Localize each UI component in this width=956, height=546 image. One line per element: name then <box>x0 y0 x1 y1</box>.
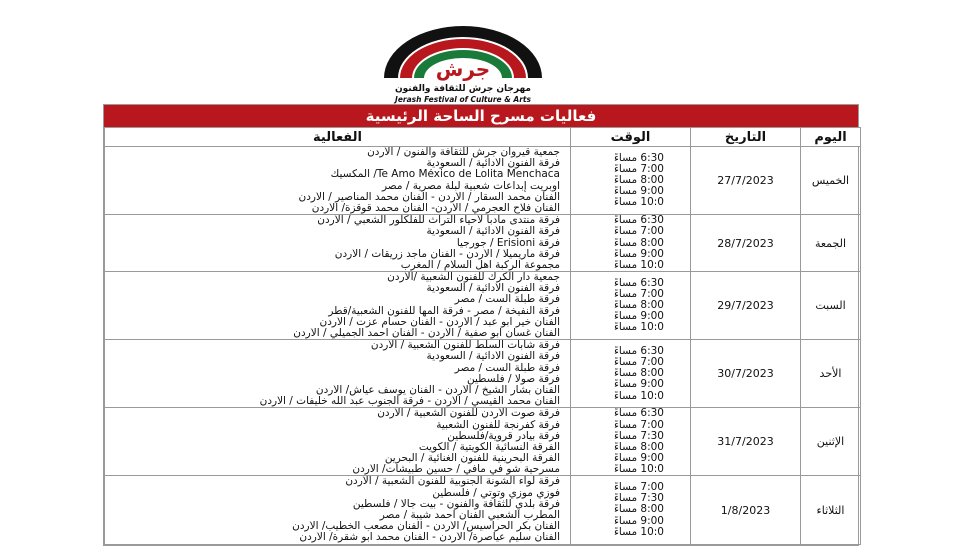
time-slot: 7:00 مساءً <box>613 163 664 175</box>
time-slot: 8:00 مساءً <box>613 300 664 312</box>
time-slot: 6:30 مساءً <box>613 152 664 164</box>
time-slot: 6:30 مساءً <box>613 277 664 289</box>
time-slot: 10:0 مساءً <box>613 526 664 538</box>
header-time: الوقت <box>571 128 691 147</box>
event-item: Te Amo México de Lolita Menchaca/ المكسيك <box>330 169 560 181</box>
event-item: الفنان فلاح العجرمي / الأردن- الفنان محمد قوقزة/ الأردن <box>311 202 560 214</box>
event-item: مسرحية شو في مافي / حسين طبيشات/ الأردن <box>352 464 560 476</box>
time-slot: 9:00 مساءً <box>613 453 664 465</box>
row-day: الأحد <box>801 340 861 408</box>
event-item: الفنان محمد القيسي / الأردن - فرقة الجنوب عبد الله خليفات / الأردن <box>259 396 560 408</box>
time-slot: 6:30 مساءً <box>613 408 664 420</box>
event-item: فرقة شابات السلط للفنون الشعبية / الأردن <box>370 340 560 352</box>
row-date: 27/7/2023 <box>691 147 801 215</box>
time-slot: 6:30 مساءً <box>613 345 664 357</box>
time-slot: 9:00 مساءً <box>613 311 664 323</box>
event-item: الفنان غسان أبو صفية / الأردن - الفنان أحمد الجميلي / الأردن <box>293 328 560 339</box>
time-slot: 10:0 مساءً <box>613 322 664 334</box>
event-item: فرقة صولا / فلسطين <box>467 373 560 385</box>
table-row <box>105 408 861 476</box>
festival-arch-emblem <box>378 18 548 84</box>
row-events <box>105 272 571 340</box>
time-slot: 7:00 مساءً <box>613 226 664 238</box>
event-item: فرقة طبلة الست / مصر <box>454 294 560 306</box>
time-slot: 8:00 مساءً <box>613 504 664 516</box>
header-date: التاريخ <box>691 128 801 147</box>
row-day: الإثنين <box>801 408 861 476</box>
event-item: جمعية قيروان جرش للثقافة والفنون / الأردن <box>367 147 560 158</box>
row-times <box>571 215 691 272</box>
row-day: الثلاثاء <box>801 476 861 544</box>
table-row <box>105 147 861 215</box>
time-slot: 10:0 مساءً <box>613 197 664 209</box>
event-item: فرقة بلدي للثقافة والفنون - بيت جالا / فلسطين <box>352 498 560 510</box>
row-times <box>571 476 691 544</box>
logo-mark-text: جرش <box>435 57 491 81</box>
table-row <box>105 476 861 544</box>
time-slot: 9:00 مساءً <box>613 515 664 527</box>
time-slot: 7:00 مساءً <box>613 482 664 494</box>
time-slot: 7:00 مساءً <box>613 288 664 300</box>
time-slot: 10:0 مساءً <box>613 390 664 402</box>
table-row <box>105 272 861 340</box>
event-item: فرقة بيادر قروية/فلسطين <box>447 430 560 442</box>
schedule-table-container <box>103 104 859 546</box>
header-event: الفعالية <box>105 128 571 147</box>
time-slot: 8:00 مساءً <box>613 237 664 249</box>
time-slot: 7:30 مساءً <box>613 493 664 505</box>
event-item: فوزي موزي وتوتي / فلسطين <box>432 487 560 499</box>
row-date: 1/8/2023 <box>691 476 801 544</box>
time-slot: 9:00 مساءً <box>613 186 664 198</box>
time-slot: 10:0 مساءً <box>613 464 664 476</box>
logo-arabic-name: مهرجان جرش للثقافة والفنون <box>394 84 532 94</box>
event-item: الفنان بكر الحراسيس/ الأردن - الفنان مصعب الخطيب/ الأردن <box>292 521 560 533</box>
table-header-row <box>105 128 861 147</box>
event-item: فرقة ماريميلا / الأردن - الفنان ماجد زريقات / الأردن <box>334 248 560 260</box>
row-times <box>571 340 691 408</box>
time-slot: 9:00 مساءً <box>613 379 664 391</box>
event-item: مجموعة الركبة أهل السلام / المغرب <box>400 259 560 271</box>
event-item: الفنان محمد السقار / الأردن - الفنان محمد المناصير / الأردن <box>298 191 560 203</box>
table-row <box>105 340 861 408</box>
logo-english-name: Jerash Festival of Culture & Arts <box>395 95 531 104</box>
row-day: الخميس <box>801 147 861 215</box>
time-slot: 9:00 مساءً <box>613 248 664 260</box>
event-item: فرقة الفنون الأدائية / السعودية <box>426 158 560 170</box>
event-item: أوبريت إبداعات شعبية لبلة مصرية / مصر <box>381 180 560 192</box>
event-item: فرقة الفنون الأدائية / السعودية <box>426 283 560 295</box>
event-item: فرقة طبلة الست / مصر <box>454 362 560 374</box>
header-day: اليوم <box>801 128 861 147</box>
festival-logo <box>378 18 548 102</box>
time-slot: 7:00 مساءً <box>613 419 664 431</box>
row-times <box>571 272 691 340</box>
time-slot: 8:00 مساءً <box>613 441 664 453</box>
event-item: فرقة النفيخة / مصر - فرقة المها للفنون الشعبية/قطر <box>328 305 560 317</box>
row-times <box>571 147 691 215</box>
row-events <box>105 408 571 476</box>
time-slot: 10:0 مساءً <box>613 259 664 271</box>
time-slot: 6:30 مساءً <box>613 215 664 227</box>
row-date: 28/7/2023 <box>691 215 801 272</box>
event-item: فرقة صوت الأردن للفنون الشعبية / الأردن <box>377 408 560 420</box>
row-events <box>105 215 571 272</box>
schedule-rows <box>105 147 861 545</box>
event-item: فرقة الفنون الأدائية / السعودية <box>426 226 560 238</box>
event-item: فرقة منتدى مادبا لأحياء التراث للفلكلور الشعبي / الأردن <box>317 215 560 227</box>
time-slot: 7:00 مساءً <box>613 356 664 368</box>
event-item: فرقة Erisioni / جورجيا <box>456 237 560 249</box>
schedule-table <box>104 127 861 545</box>
event-item: الفنان خير أبو عبد / الأردن - الفنان حسام عزت / الأردن <box>319 316 560 328</box>
event-item: الفرقة البحرينية للفنون الغنائية / البحرين <box>384 453 560 465</box>
row-date: 29/7/2023 <box>691 272 801 340</box>
event-item: الفنان بشار الشيخ / الأردن - الفنان يوسف عياش/ الأردن <box>315 384 560 396</box>
event-item: فرقة لواء الشونة الجنوبية للفنون الشعبية / الأردن <box>345 476 560 488</box>
time-slot: 7:30 مساءً <box>613 430 664 442</box>
schedule-banner-title: فعاليات مسرح الساحة الرئيسية <box>104 105 858 127</box>
time-slot: 8:00 مساءً <box>613 174 664 186</box>
event-item: فرقة الفنون الأدائية / السعودية <box>426 351 560 363</box>
event-item: المطرب الشعبي الفنان أحمد شيبة / مصر <box>379 510 560 521</box>
table-row <box>105 215 861 272</box>
row-date: 30/7/2023 <box>691 340 801 408</box>
event-item: الفرقة النسائية الكويتية / الكويت <box>418 441 560 453</box>
row-events <box>105 476 571 544</box>
event-item: فرقة كفرنجة للفنون الشعبية <box>436 419 560 431</box>
row-events <box>105 340 571 408</box>
time-slot: 8:00 مساءً <box>613 368 664 380</box>
row-day: الجمعة <box>801 215 861 272</box>
row-date: 31/7/2023 <box>691 408 801 476</box>
row-times <box>571 408 691 476</box>
row-day: السبت <box>801 272 861 340</box>
event-item: الفنان سليم عياصرة/ الأردن - الفنان محمد أبو شقرة/ الأردن <box>299 532 560 544</box>
row-events <box>105 147 571 215</box>
event-item: جمعية دار الكرك للفنون الشعبية /الأردن <box>387 272 560 284</box>
